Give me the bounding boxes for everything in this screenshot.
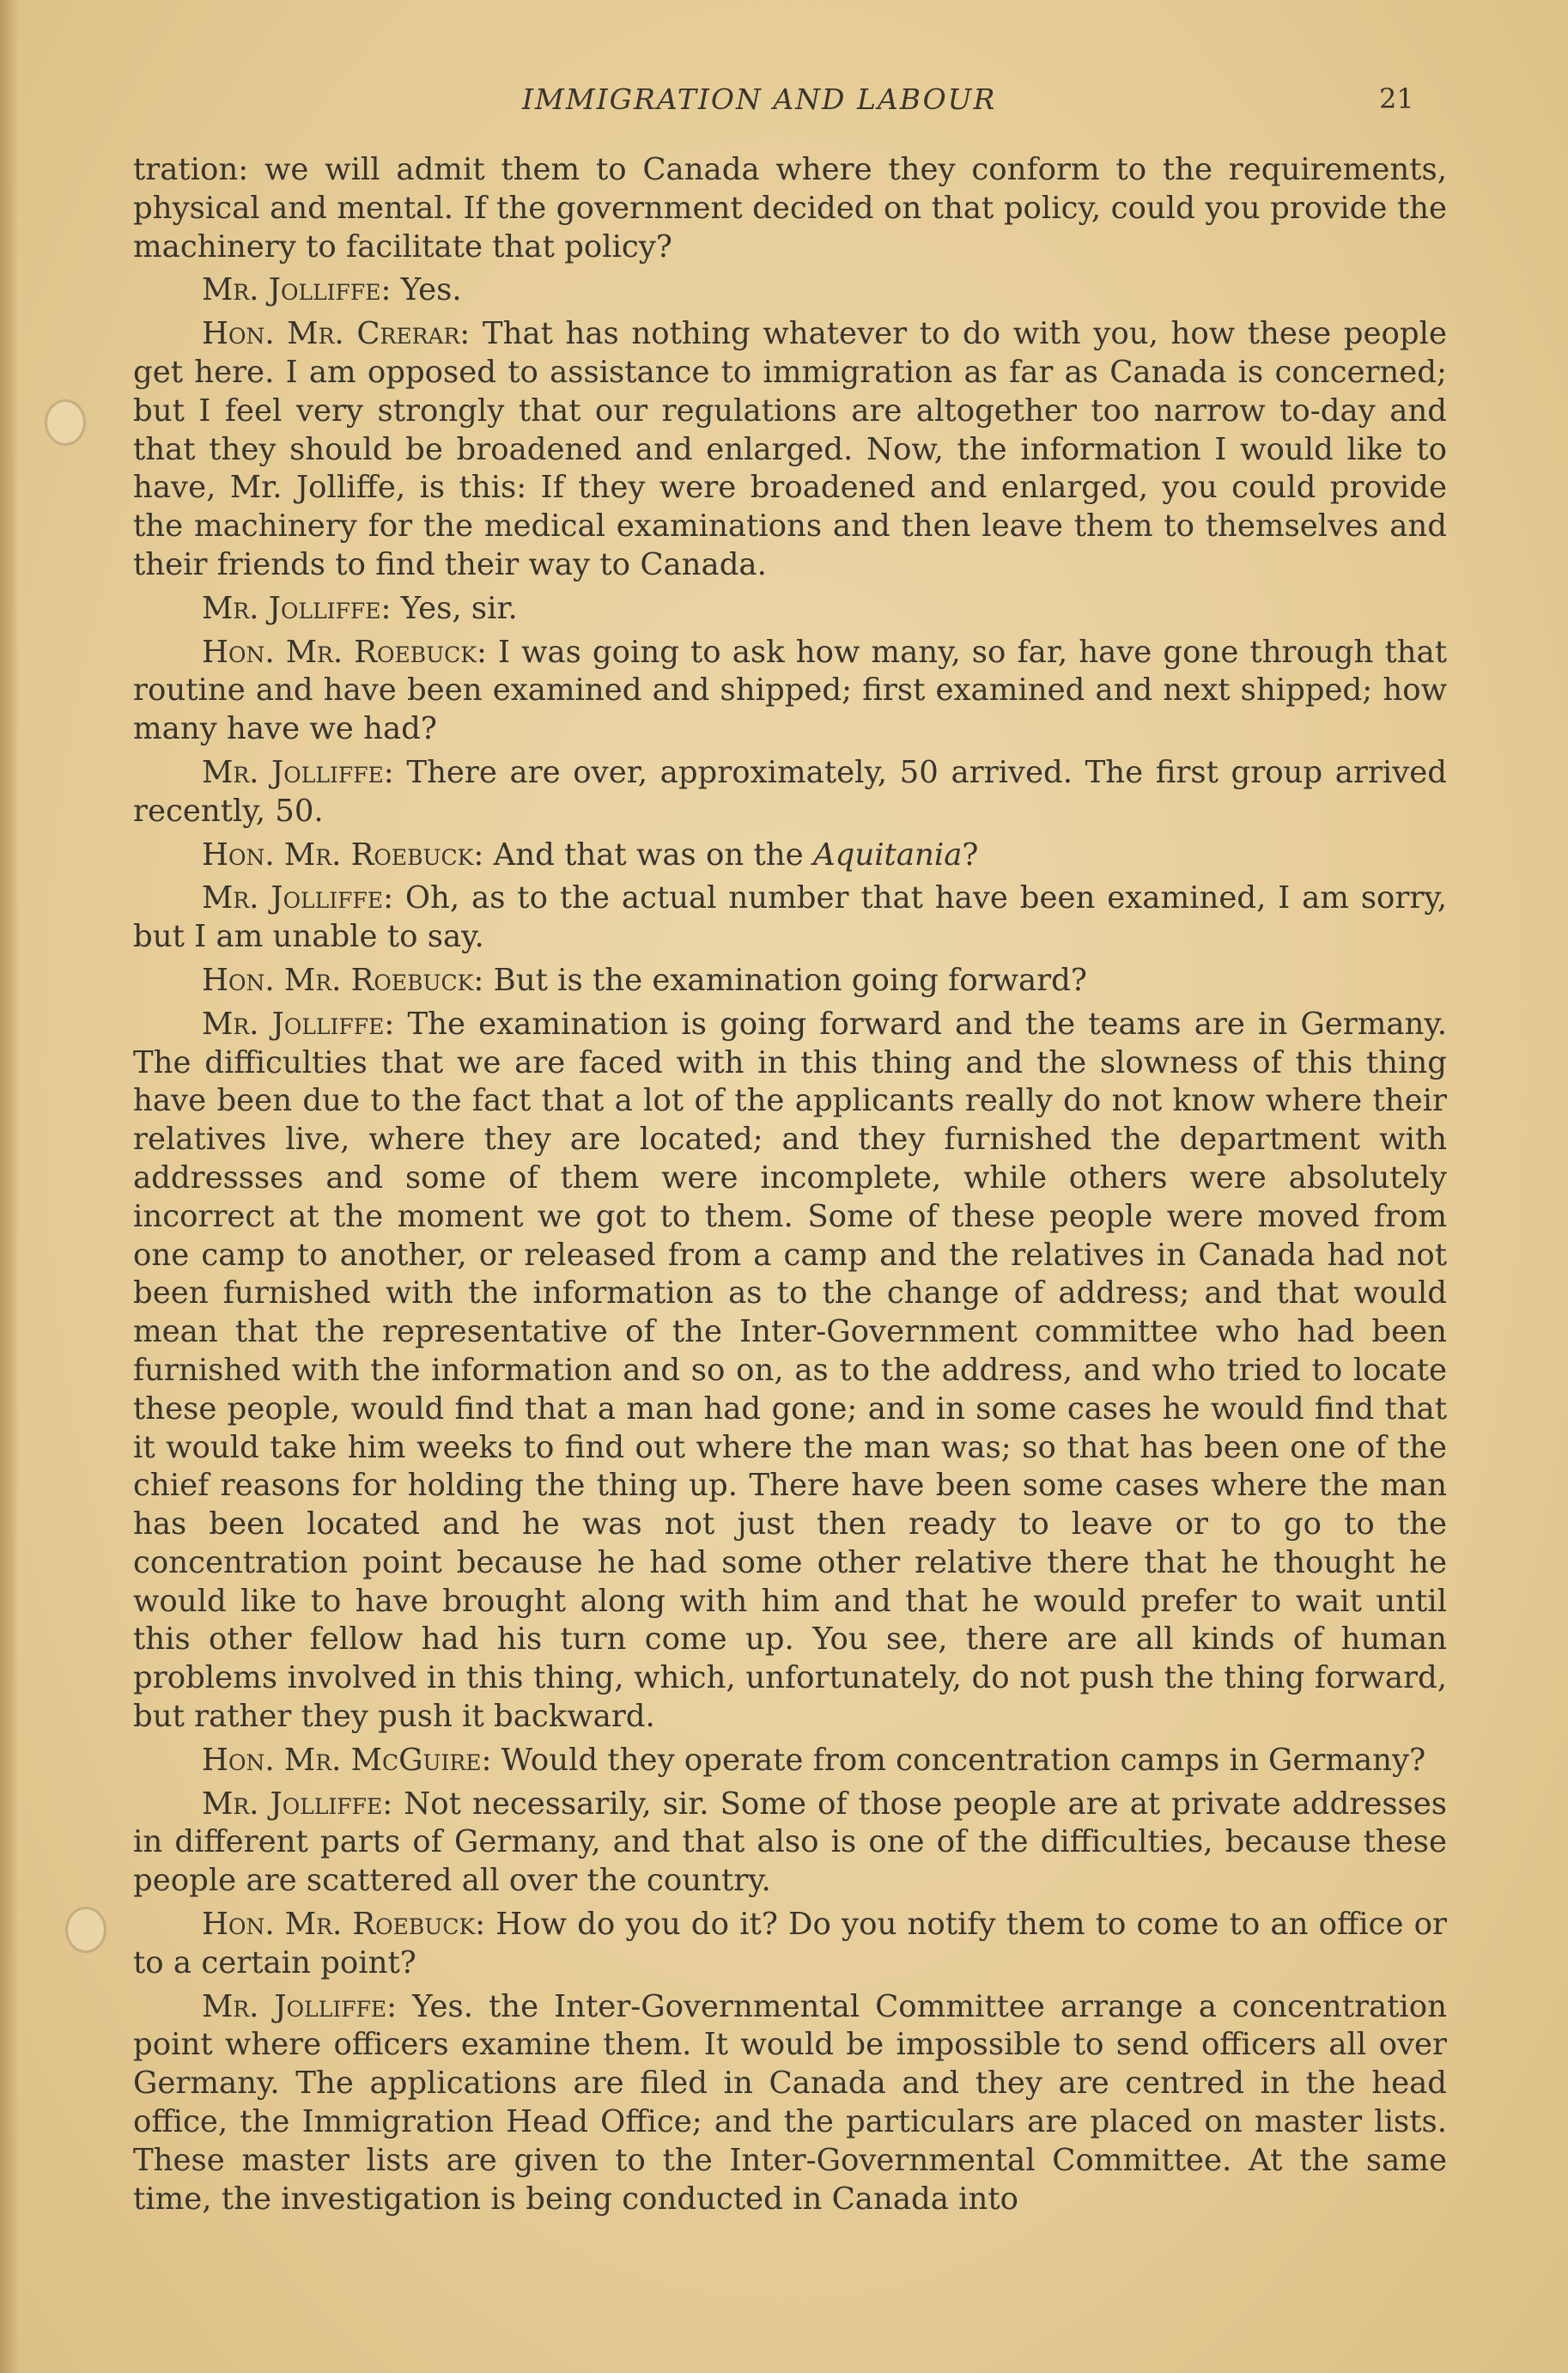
punch-hole-upper bbox=[45, 399, 86, 446]
paragraph-text: tration: we will admit them to Canada where they conform to the requirements, physical and mental. If the government decided on that policy, could you provide the machinery to facilitate that policy? bbox=[133, 152, 1447, 265]
paragraph-3 bbox=[133, 315, 1447, 585]
paragraph-5 bbox=[133, 634, 1447, 749]
speaker-name: Hon. Mr. Roebuck: bbox=[202, 1907, 486, 1943]
paragraph-text: There are over, approximately, 50 arrived. The first group arrived recently, 50. bbox=[133, 754, 1448, 829]
paragraph-tail: ? bbox=[962, 837, 979, 873]
speaker-name: Hon. Mr. Crerar: bbox=[202, 316, 471, 352]
paragraph-text: But is the examination going forward? bbox=[483, 962, 1087, 998]
paragraph-text: Would they operate from concentration camps in Germany? bbox=[491, 1742, 1426, 1778]
speaker-name: Mr. Jolliffe: bbox=[202, 272, 392, 308]
body-text bbox=[133, 151, 1447, 2224]
paragraph-6 bbox=[133, 754, 1447, 831]
paragraph-text: I was going to ask how many, so far, have gone through that routine and have been examined and shipped; first examined and next shipped; how many have we had? bbox=[133, 634, 1447, 747]
speaker-name: Hon. Mr. Roebuck: bbox=[202, 634, 487, 670]
paragraph-8 bbox=[133, 879, 1447, 957]
paragraph-text: The examination is going forward and the teams are in Germany. The difficulties that we are faced with in this thing and the slowness of this thing have been due to the fact that a lot of the applicants really do not know where their relatives live, where they are located; and they furnished the department with addressses and some of them were incomplete, while others were absolutely incorrect at the moment we got to them. Some of these people were moved from one camp to another, or released from a camp and the relatives in Canada had not been furnished with the information as to the change of address; and that would mean that the representative of the Inter-Government committee who had been furnished with the information and so on, as to the address, and who tried to locate these people, would find that a man had gone; and in some cases he would find that it would take him weeks to find out where the man was; so that has been one of the chief reasons for holding the thing up. There have been some cases where the man has been located and he was not just then ready to leave or to go to the concentration point because he had some other relative there that he thought he would like to have brought along with him and that he would prefer to wait until this other fellow had his turn come up. You see, there are all kinds of human problems involved in this thing, which, unfortunately, do not push the thing forward, but rather they push it backward. bbox=[133, 1006, 1448, 1735]
paragraph-text: Yes. the Inter-Governmental Committee arrange a concentration point where officers examine them. It would be impossible to send officers all over Germany. The applications are filed in Canada and they are centred in the head office, the Immigration Head Office; and the particulars are placed on master lists. These master lists are given to the Inter-Governmental Committee. At the same time, the investigation is being conducted in Canada into bbox=[133, 1988, 1447, 2217]
page-binding-edge bbox=[0, 0, 19, 2373]
paragraph-10 bbox=[133, 1006, 1447, 1737]
paragraph-2 bbox=[133, 271, 1447, 310]
speaker-name: Mr. Jolliffe: bbox=[202, 1006, 395, 1042]
page-number: 21 bbox=[1379, 82, 1414, 115]
paragraph-text: Not necessarily, sir. Some of those people are at private addresses in different parts of Germany, and that also is one of the difficulties, because these people are scattered all over the country. bbox=[133, 1786, 1447, 1899]
paragraph-text: And that was on the bbox=[483, 837, 813, 873]
paragraph-text: That has nothing whatever to do with you, how these people get here. I am opposed to assistance to immigration as far as Canada is concerned; but I feel very strongly that our regulations are altogether too narrow to-day and that they should be broadened and enlarged. Now, the information I would like to have, Mr. Jolliffe, is this: If they were broadened and enlarged, you could provide the machinery for the medical examinations and then leave them to themselves and their friends to find their way to Canada. bbox=[133, 316, 1447, 582]
paragraph-text: Yes, sir. bbox=[391, 590, 518, 626]
speaker-name: Hon. Mr. McGuire: bbox=[202, 1742, 492, 1778]
paragraph-9 bbox=[133, 962, 1447, 1001]
paragraph-7 bbox=[133, 837, 1447, 875]
speaker-name: Mr. Jolliffe: bbox=[202, 1786, 393, 1822]
punch-hole-lower bbox=[65, 1907, 106, 1953]
page-header bbox=[0, 82, 1568, 125]
paragraph-12 bbox=[133, 1786, 1447, 1901]
paragraph-11 bbox=[133, 1742, 1447, 1780]
paragraph-14 bbox=[133, 1988, 1447, 2219]
speaker-name: Hon. Mr. Roebuck: bbox=[202, 837, 484, 873]
paragraph-text: Yes. bbox=[391, 272, 462, 308]
paragraph-13 bbox=[133, 1906, 1447, 1983]
speaker-name: Mr. Jolliffe: bbox=[202, 1988, 398, 2024]
ship-name: Aquitania bbox=[812, 837, 963, 873]
speaker-name: Mr. Jolliffe: bbox=[202, 754, 394, 790]
paragraph-1 bbox=[133, 151, 1447, 266]
running-title: IMMIGRATION AND LABOUR bbox=[522, 82, 997, 116]
paragraph-4 bbox=[133, 590, 1447, 629]
speaker-name: Hon. Mr. Roebuck: bbox=[202, 962, 484, 998]
paragraph-text: Oh, as to the actual number that have been examined, I am sorry, but I am unable to say. bbox=[133, 880, 1447, 955]
speaker-name: Mr. Jolliffe: bbox=[202, 590, 392, 626]
speaker-name: Mr. Jolliffe: bbox=[202, 880, 394, 916]
paragraph-text: How do you do it? Do you notify them to come to an office or to a certain point? bbox=[133, 1907, 1447, 1981]
